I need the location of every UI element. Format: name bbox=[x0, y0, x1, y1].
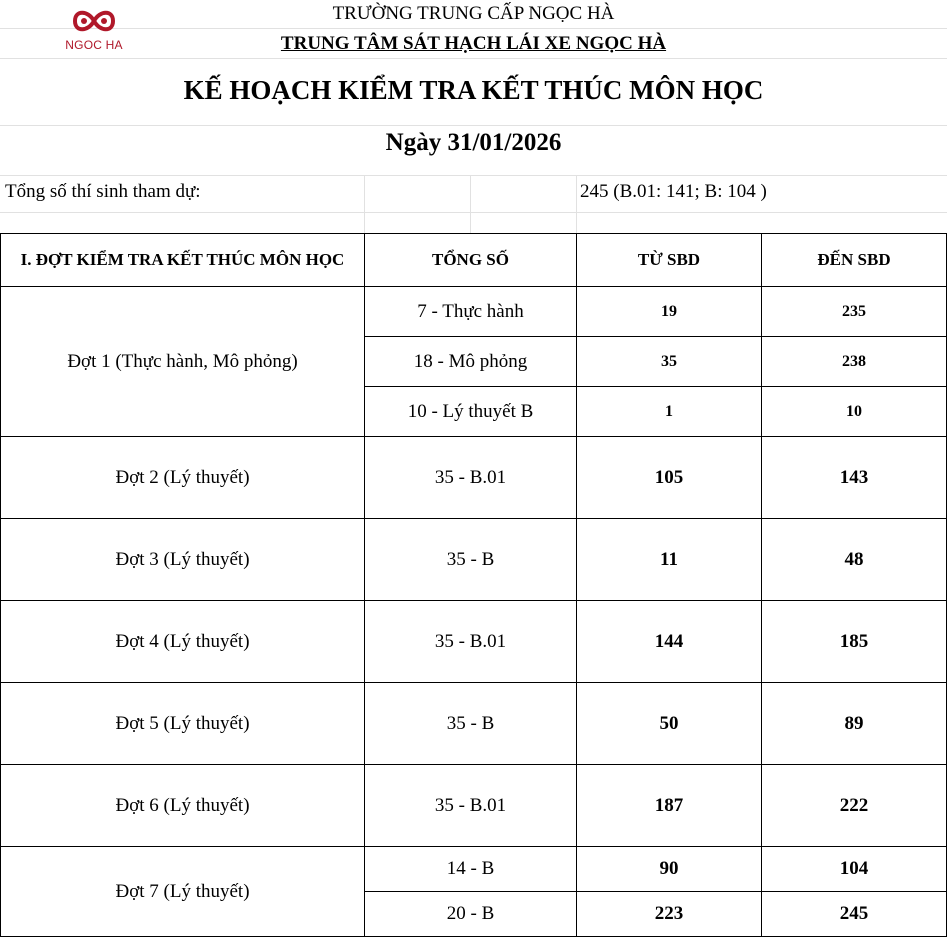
school-name: TRƯỜNG TRUNG CẤP NGỌC HÀ bbox=[332, 3, 615, 24]
table-header-row bbox=[1, 234, 947, 287]
gridline bbox=[0, 125, 947, 126]
from-sbd-cell: 11 bbox=[577, 519, 762, 601]
total-cell: 20 - B bbox=[365, 892, 577, 937]
table-row bbox=[1, 519, 947, 601]
header-batch: I. ĐỢT KIỂM TRA KẾT THÚC MÔN HỌC bbox=[1, 234, 365, 287]
gridline bbox=[0, 175, 947, 176]
from-sbd-cell: 187 bbox=[577, 765, 762, 847]
header-to-sbd: ĐẾN SBD bbox=[762, 234, 947, 287]
total-cell: 35 - B bbox=[365, 683, 577, 765]
batch-name: Đợt 5 (Lý thuyết) bbox=[1, 683, 365, 765]
gridline bbox=[576, 175, 577, 233]
total-cell: 35 - B bbox=[365, 519, 577, 601]
table-row bbox=[1, 683, 947, 765]
to-sbd-cell: 104 bbox=[762, 847, 947, 892]
to-sbd-cell: 143 bbox=[762, 437, 947, 519]
total-cell: 35 - B.01 bbox=[365, 437, 577, 519]
header-total: TỔNG SỐ bbox=[365, 234, 577, 287]
from-sbd-cell: 105 bbox=[577, 437, 762, 519]
total-cell: 35 - B.01 bbox=[365, 601, 577, 683]
table-row bbox=[1, 765, 947, 847]
to-sbd-cell: 48 bbox=[762, 519, 947, 601]
total-candidates-value: 245 (B.01: 141; B: 104 ) bbox=[580, 181, 767, 202]
batch-name: Đợt 4 (Lý thuyết) bbox=[1, 601, 365, 683]
to-sbd-cell: 10 bbox=[762, 387, 947, 437]
table-row bbox=[1, 601, 947, 683]
from-sbd-cell: 144 bbox=[577, 601, 762, 683]
to-sbd-cell: 89 bbox=[762, 683, 947, 765]
from-sbd-cell: 50 bbox=[577, 683, 762, 765]
from-sbd-cell: 1 bbox=[577, 387, 762, 437]
table-row bbox=[1, 847, 947, 892]
to-sbd-cell: 222 bbox=[762, 765, 947, 847]
to-sbd-cell: 238 bbox=[762, 337, 947, 387]
to-sbd-cell: 235 bbox=[762, 287, 947, 337]
total-cell: 7 - Thực hành bbox=[365, 287, 577, 337]
from-sbd-cell: 90 bbox=[577, 847, 762, 892]
batch-name: Đợt 2 (Lý thuyết) bbox=[1, 437, 365, 519]
total-cell: 18 - Mô phỏng bbox=[365, 337, 577, 387]
exam-plan-table bbox=[0, 233, 947, 937]
total-candidates-label: Tổng số thí sinh tham dự: bbox=[5, 181, 201, 202]
logo-text: NGOC HA bbox=[65, 38, 123, 52]
gridline bbox=[0, 212, 947, 213]
batch-name: Đợt 6 (Lý thuyết) bbox=[1, 765, 365, 847]
gridline bbox=[364, 175, 365, 233]
batch-name: Đợt 1 (Thực hành, Mô phỏng) bbox=[1, 287, 365, 437]
gridline bbox=[0, 28, 947, 29]
gridline bbox=[470, 175, 471, 233]
total-cell: 35 - B.01 bbox=[365, 765, 577, 847]
to-sbd-cell: 185 bbox=[762, 601, 947, 683]
table-row bbox=[1, 437, 947, 519]
exam-date: Ngày 31/01/2026 bbox=[385, 129, 562, 156]
total-cell: 10 - Lý thuyết B bbox=[365, 387, 577, 437]
header-from-sbd: TỪ SBD bbox=[577, 234, 762, 287]
total-cell: 14 - B bbox=[365, 847, 577, 892]
from-sbd-cell: 223 bbox=[577, 892, 762, 937]
page-title: KẾ HOẠCH KIỂM TRA KẾT THÚC MÔN HỌC bbox=[183, 75, 764, 105]
table-row bbox=[1, 287, 947, 337]
from-sbd-cell: 35 bbox=[577, 337, 762, 387]
gridline bbox=[0, 58, 947, 59]
batch-name: Đợt 7 (Lý thuyết) bbox=[1, 847, 365, 937]
to-sbd-cell: 245 bbox=[762, 892, 947, 937]
from-sbd-cell: 19 bbox=[577, 287, 762, 337]
batch-name: Đợt 3 (Lý thuyết) bbox=[1, 519, 365, 601]
center-name: TRUNG TÂM SÁT HẠCH LÁI XE NGỌC HÀ bbox=[280, 33, 667, 54]
